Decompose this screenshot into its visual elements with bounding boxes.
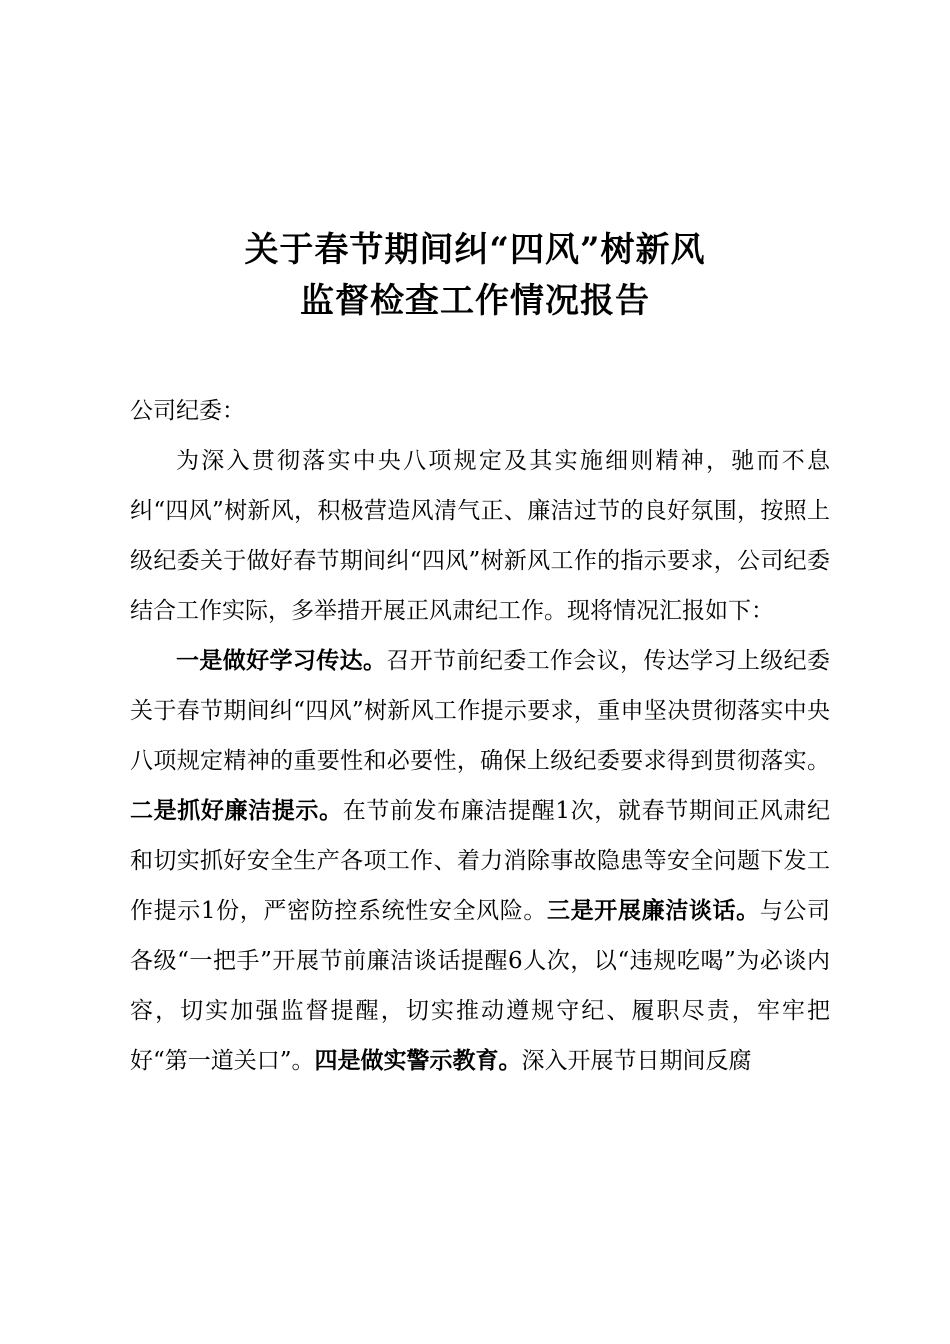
- document-title-line2: 监督检查工作情况报告: [300, 281, 650, 321]
- item-2-lead: 二是抓好廉洁提示。: [130, 797, 343, 824]
- item-4-lead: 四是做实警示教育。: [314, 1047, 522, 1074]
- item-2-text: 在节前发布廉洁提醒1次，就春节期间正风肃纪和切实抓好安全生产各项工作、着力消除事故隐患等安全问题下发工作提示1份，严密防控系统性安全风险。: [130, 798, 830, 924]
- document-title-line1: 关于春节期间纠“四风”树新风: [244, 230, 706, 270]
- item-4-text: 深入开展节日期间反腐: [521, 1048, 752, 1074]
- item-1-text: 召开节前纪委工作会议，传达学习上级纪委关于春节期间纠“四风”树新风工作提示要求，重申坚决贯彻落实中央八项规定精神的重要性和必要性，确保上级纪委要求得到贯彻落实。: [130, 648, 831, 774]
- item-3-lead: 三是开展廉洁谈话。: [547, 897, 760, 924]
- intro-paragraph: 为深入贯彻落实中央八项规定及其实施细则精神，驰而不息纠“四风”树新风，积极营造风清气正、廉洁过节的良好氛围，按照上级纪委关于做好春节期间纠“四风”树新风工作的指示要求，公司纪委结合工作实际，多举措开展正风肃纪工作。现将情况汇报如下：: [130, 448, 830, 624]
- measures-paragraph: [130, 636, 830, 1086]
- item-3-text: 与公司各级“一把手”开展节前廉洁谈话提醒6人次，以“违规吃喝”为必谈内容，切实加强监督提醒，切实推动遵规守纪、履职尽责，牢牢把好“第一道关口”。: [130, 898, 831, 1074]
- document-body: [130, 386, 830, 1086]
- salutation: 公司纪委：: [130, 398, 245, 424]
- item-1-lead: 一是做好学习传达。: [176, 647, 387, 674]
